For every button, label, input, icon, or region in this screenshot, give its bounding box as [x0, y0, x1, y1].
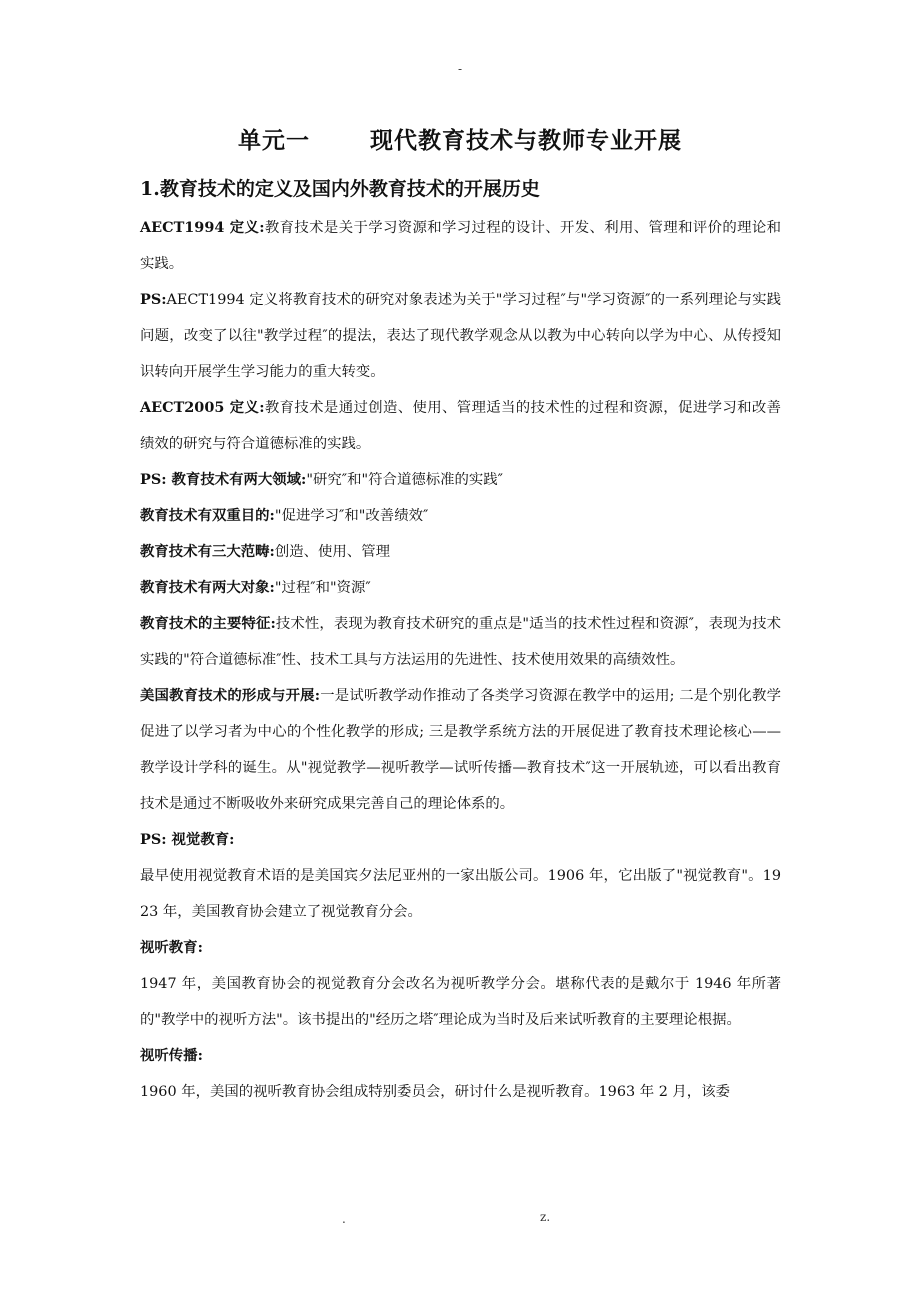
header-mark: -: [457, 62, 463, 76]
paragraph-label: PS:: [140, 291, 167, 308]
paragraph-label: 视听传播:: [140, 1047, 203, 1064]
paragraph-text: 最早使用视觉教育术语的是美国宾夕法尼亚州的一家出版公司。1906 年，它出版了"视觉教育"。1923 年，美国教育协会建立了视觉教育分会。: [140, 868, 781, 920]
document-body: [140, 210, 781, 1110]
section-heading: 1.教育技术的定义及国内外教育技术的开展历史: [140, 178, 540, 200]
paragraph: [140, 282, 781, 390]
paragraph-label: 美国教育技术的形成与开展:: [140, 687, 321, 704]
paragraph-label: AECT2005 定义:: [140, 399, 265, 416]
title-unit: 单元一: [238, 127, 310, 154]
paragraph-text: 1947 年，美国教育协会的视觉教育分会改名为视听教学分会。堪称代表的是戴尔于 1946 年所著的"教学中的视听方法"。该书提出的"经历之塔″理论成为当时及后来试听教育的主要理论根据。: [140, 976, 781, 1028]
footer-dot: .: [342, 1212, 346, 1226]
paragraph-text: "研究″和"符合道德标准的实践″: [306, 472, 504, 488]
paragraph: [140, 210, 781, 282]
paragraph-text: 创造、使用、管理: [274, 544, 390, 560]
paragraph-label: PS: 视觉教育:: [140, 831, 235, 848]
paragraph-label: AECT1994 定义:: [140, 219, 265, 236]
paragraph: [140, 822, 781, 858]
paragraph-text: 技术性，表现为教育技术研究的重点是"适当的技术性过程和资源″，表现为技术实践的"符合道德标准″性、技术工具与方法运用的先进性、技术使用效果的高绩效性。: [140, 616, 781, 668]
paragraph: [140, 1038, 781, 1074]
paragraph-label: PS: 教育技术有两大领域:: [140, 471, 307, 488]
paragraph-text: "过程″和"资源″: [274, 580, 371, 596]
paragraph-label: 教育技术有两大对象:: [140, 579, 275, 596]
paragraph: [140, 1074, 781, 1110]
paragraph: [140, 390, 781, 462]
paragraph-text: 教育技术是通过创造、使用、管理适当的技术性的过程和资源，促进学习和改善绩效的研究与符合道德标准的实践。: [140, 400, 781, 452]
paragraph: [140, 930, 781, 966]
paragraph: [140, 498, 781, 534]
title-main: 现代教育技术与教师专业开展: [370, 127, 682, 154]
paragraph-text: 一是试听教学动作推动了各类学习资源在教学中的运用; 二是个别化教学促进了以学习者为中心的个性化教学的形成; 三是教学系统方法的开展促进了教育技术理论核心——教学设计学科的诞生。从"视觉教学—视听教学—试听传播—教育技术″这一开展轨迹，可以看出教育技术是通过不断吸收外来研究成果完善自己的理论体系的。: [140, 688, 781, 812]
page-title: [0, 122, 920, 155]
paragraph-label: 教育技术有双重目的:: [140, 507, 275, 524]
paragraph: [140, 534, 781, 570]
paragraph: [140, 606, 781, 678]
paragraph: [140, 966, 781, 1038]
paragraph-text: AECT1994 定义将教育技术的研究对象表述为关于"学习过程″与"学习资源″的一系列理论与实践问题，改变了以往"教学过程″的提法，表达了现代教学观念从以教为中心转向以学为中心、从传授知识转向开展学生学习能力的重大转变。: [140, 292, 781, 380]
paragraph: [140, 462, 781, 498]
paragraph: [140, 858, 781, 930]
paragraph-label: 视听教育:: [140, 939, 203, 956]
footer-mark: z.: [540, 1210, 551, 1224]
paragraph-label: 教育技术的主要特征:: [140, 615, 276, 632]
paragraph-text: "促进学习″和"改善绩效″: [274, 508, 429, 524]
paragraph-label: 教育技术有三大范畴:: [140, 543, 275, 560]
paragraph: [140, 570, 781, 606]
paragraph-text: 教育技术是关于学习资源和学习过程的设计、开发、利用、管理和评价的理论和实践。: [140, 220, 781, 272]
paragraph-text: 1960 年，美国的视听教育协会组成特别委员会，研讨什么是视听教育。1963 年 2 月，该委: [140, 1084, 730, 1100]
paragraph: [140, 678, 781, 822]
